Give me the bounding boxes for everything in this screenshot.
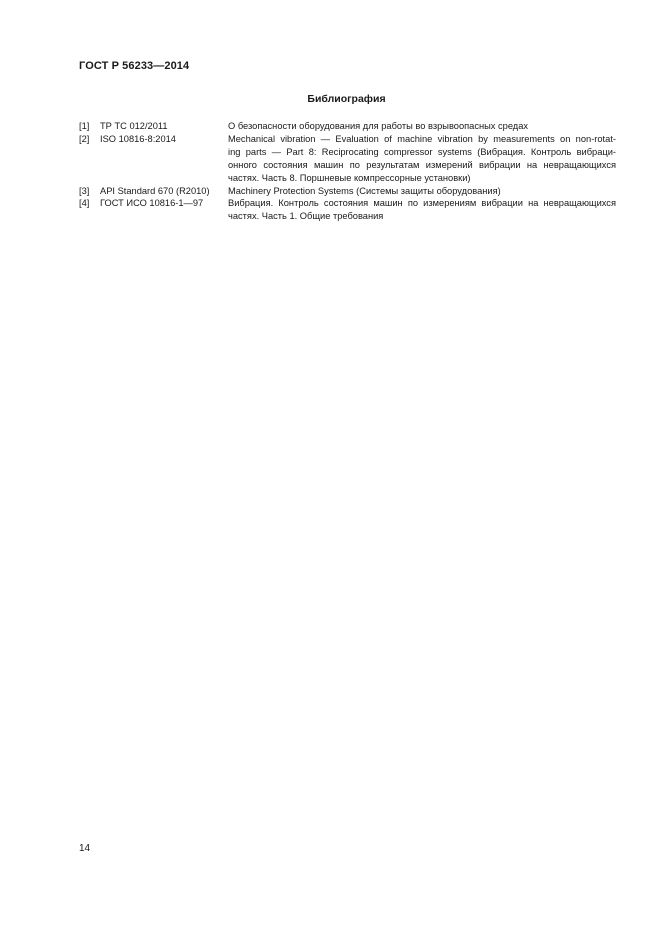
entry-title-line: Machinery Protection Systems (Системы защиты оборудования) (228, 185, 501, 196)
entry-title-line: онного состояния машин по результатам измерений вибрации на невращающихся (228, 159, 616, 170)
entry-title (228, 133, 616, 185)
entry-title-line: ing parts — Part 8: Reciprocating compressor systems (Вибрация. Контроль вибраци- (228, 146, 616, 157)
entry-title-line: частях. Часть 8. Поршневые компрессорные установки) (228, 172, 471, 183)
bibliography-entry (79, 197, 616, 223)
entry-number: [1] (79, 121, 90, 131)
entry-title (228, 197, 616, 223)
entry-title-line: частях. Часть 1. Общие требования (228, 211, 384, 222)
bibliography-entry (79, 185, 616, 198)
section-title: Библиография (307, 93, 386, 105)
entry-number: [4] (79, 198, 90, 209)
page-number: 14 (79, 843, 91, 854)
entry-reference: ГОСТ ИСО 10816-1—97 (100, 198, 204, 209)
entry-number: [2] (79, 133, 90, 144)
document-code: ГОСТ Р 56233—2014 (79, 60, 190, 72)
entry-title (228, 185, 616, 198)
bibliography-entry (79, 120, 616, 133)
bibliography-entry (79, 133, 616, 185)
bibliography-list (79, 120, 616, 223)
entry-title-line: О безопасности оборудования для работы во взрывоопасных средах (228, 121, 529, 131)
entry-reference: ТР ТС 012/2011 (100, 121, 168, 131)
entry-title (228, 120, 616, 133)
entry-number: [3] (79, 185, 90, 196)
entry-reference: API Standard 670 (R2010) (100, 185, 210, 196)
entry-reference: ISO 10816-8:2014 (100, 133, 176, 144)
entry-title-line: Mechanical vibration — Evaluation of machine vibration by measurements on non-rotat- (228, 133, 616, 144)
entry-title-line: Вибрация. Контроль состояния машин по измерениям вибрации на невращающихся (228, 198, 616, 209)
